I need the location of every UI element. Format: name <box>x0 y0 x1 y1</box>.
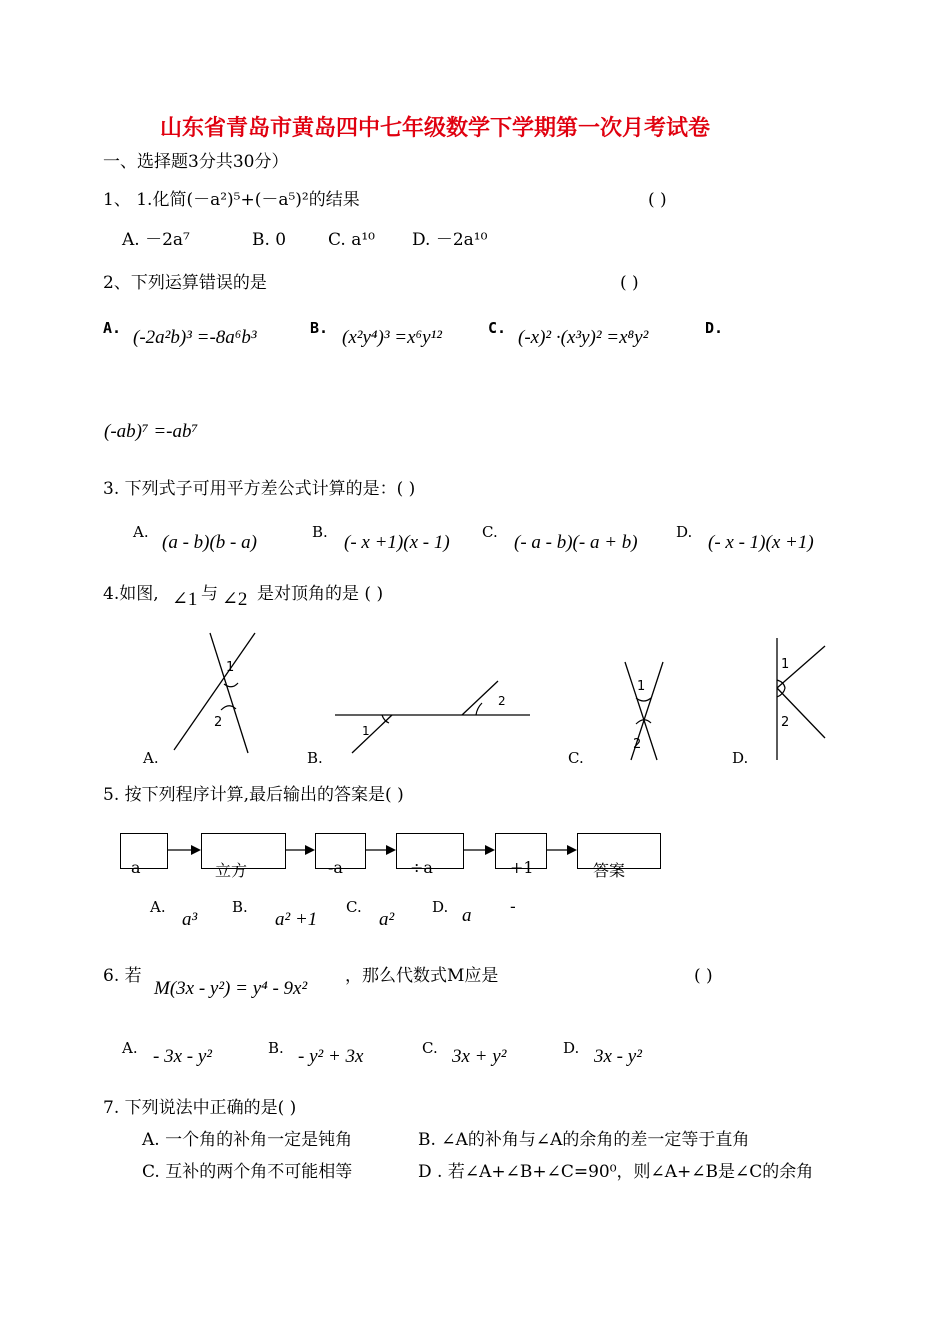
q6-stem-suffix: ，那么代数式M应是 <box>345 966 499 986</box>
q7-option-c: C. 互补的两个角不可能相等 <box>142 1162 353 1182</box>
q1-option-a: A. －2a⁷ <box>122 230 190 250</box>
q6-option-d-label: D. <box>563 1039 580 1057</box>
q6-option-a-label: A. <box>122 1039 138 1057</box>
q6-stem-prefix: 6. 若 <box>103 966 142 986</box>
q3-stem: 3. 下列式子可用平方差公式计算的是：( ) <box>103 479 416 499</box>
q3-option-d: (- x - 1)(x +1) <box>708 532 814 553</box>
q5-option-c-label: C. <box>346 898 362 916</box>
q3-option-d-label: D. <box>676 523 693 541</box>
flow-box-input-label: a <box>131 858 141 877</box>
q4-stem-suffix: 是对顶角的是 ( ) <box>257 584 384 604</box>
flow-box-cube-label: 立方 <box>215 861 248 880</box>
section-heading: 一、选择题3分共30分） <box>103 152 289 172</box>
flow-box-divide-a-label: ÷a <box>410 858 433 877</box>
flow-box-input <box>120 833 168 869</box>
q4-stem-prefix: 4.如图, <box>103 584 159 604</box>
q4-figure-c-label: C. <box>568 749 584 767</box>
q6-option-d: 3x - y² <box>594 1046 642 1067</box>
flow-box-minus-a-label: -a <box>328 858 343 877</box>
q2-option-d: (-ab)⁷ =-ab⁷ <box>104 421 199 442</box>
q7-option-d: D . 若∠A+∠B+∠C=90⁰，则∠A+∠B是∠C的余角 <box>418 1162 814 1182</box>
q2-option-c: (-x)² ·(x³y)² =x⁸y² <box>518 327 649 348</box>
q6-option-b-label: B. <box>268 1039 284 1057</box>
q4-angle-2: ∠2 <box>222 589 248 610</box>
fig-b-mark-1: 1 <box>362 724 370 738</box>
q1-option-c: C. a¹⁰ <box>328 230 375 250</box>
q6-answer-paren: ( ) <box>694 966 713 986</box>
fig-b-mark-2: 2 <box>498 694 506 708</box>
q1-option-d: D. －2a¹⁰ <box>412 230 488 250</box>
q3-option-c-label: C. <box>482 523 498 541</box>
q2-option-b-label: B. <box>310 319 329 337</box>
q4-figure-c <box>615 658 675 764</box>
fig-c-mark-1: 1 <box>637 679 646 694</box>
q5-option-d-extra: - <box>510 897 516 917</box>
q3-option-a: (a - b)(b - a) <box>162 532 257 553</box>
page-title: 山东省青岛市黄岛四中七年级数学下学期第一次月考试卷 <box>160 115 711 141</box>
q2-option-d-label: D. <box>705 319 724 337</box>
flow-box-plus-one-label: +1 <box>510 858 534 877</box>
q4-figure-b-label: B. <box>307 749 323 767</box>
q7-stem: 7. 下列说法中正确的是( ) <box>103 1098 297 1118</box>
fig-d-mark-1: 1 <box>781 657 790 672</box>
q3-option-c: (- a - b)(- a + b) <box>514 532 638 553</box>
q5-option-a-label: A. <box>150 898 166 916</box>
q4-figure-d <box>765 636 835 762</box>
q5-option-b: a² +1 <box>275 909 318 930</box>
q7-option-b: B. ∠A的补角与∠A的余角的差一定等于直角 <box>418 1130 750 1150</box>
q2-option-a: (-2a²b)³ =-8a⁶b³ <box>133 327 257 348</box>
q2-option-c-label: C. <box>488 319 507 337</box>
q5-option-c: a² <box>379 909 395 930</box>
q2-stem: 2、下列运算错误的是 <box>103 273 267 293</box>
q6-option-c-label: C. <box>422 1039 438 1057</box>
q4-stem-with: 与 <box>201 584 218 604</box>
fig-c-mark-2: 2 <box>633 737 642 752</box>
q6-option-c: 3x + y² <box>452 1046 507 1067</box>
q4-figure-a-label: A. <box>143 749 159 767</box>
q4-angle-1: ∠1 <box>172 589 198 610</box>
q4-figure-d-label: D. <box>732 749 749 767</box>
q6-option-b: - y² + 3x <box>298 1046 364 1067</box>
q6-expression: M(3x - y²) = y⁴ - 9x² <box>154 978 308 999</box>
flow-box-answer-label: 答案 <box>593 861 626 880</box>
q5-stem: 5. 按下列程序计算,最后输出的答案是( ) <box>103 785 404 805</box>
q3-option-a-label: A. <box>133 523 149 541</box>
q2-answer-paren: ( ) <box>620 273 639 293</box>
q3-option-b-label: B. <box>312 523 328 541</box>
q5-option-b-label: B. <box>232 898 248 916</box>
q5-option-d: a <box>462 905 472 926</box>
q5-option-a: a³ <box>182 909 198 930</box>
q7-option-a: A. 一个角的补角一定是钝角 <box>142 1130 353 1150</box>
q1-answer-paren: ( ) <box>648 190 667 210</box>
q1-option-b: B. 0 <box>252 230 287 250</box>
fig-a-mark-1: 1 <box>226 660 235 675</box>
q2-option-b: (x²y⁴)³ =x⁶y¹² <box>342 327 442 348</box>
q1-stem: 1、 1.化简(－a²)⁵+(－a⁵)²的结果 <box>103 190 360 210</box>
q2-option-a-label: A. <box>103 319 122 337</box>
q6-option-a: - 3x - y² <box>153 1046 212 1067</box>
fig-d-mark-2: 2 <box>781 715 790 730</box>
q3-option-b: (- x +1)(x - 1) <box>344 532 450 553</box>
q4-figure-a <box>160 628 270 758</box>
q4-figure-b <box>330 675 540 755</box>
q5-option-d-label: D. <box>432 898 449 916</box>
fig-a-mark-2: 2 <box>214 715 223 730</box>
